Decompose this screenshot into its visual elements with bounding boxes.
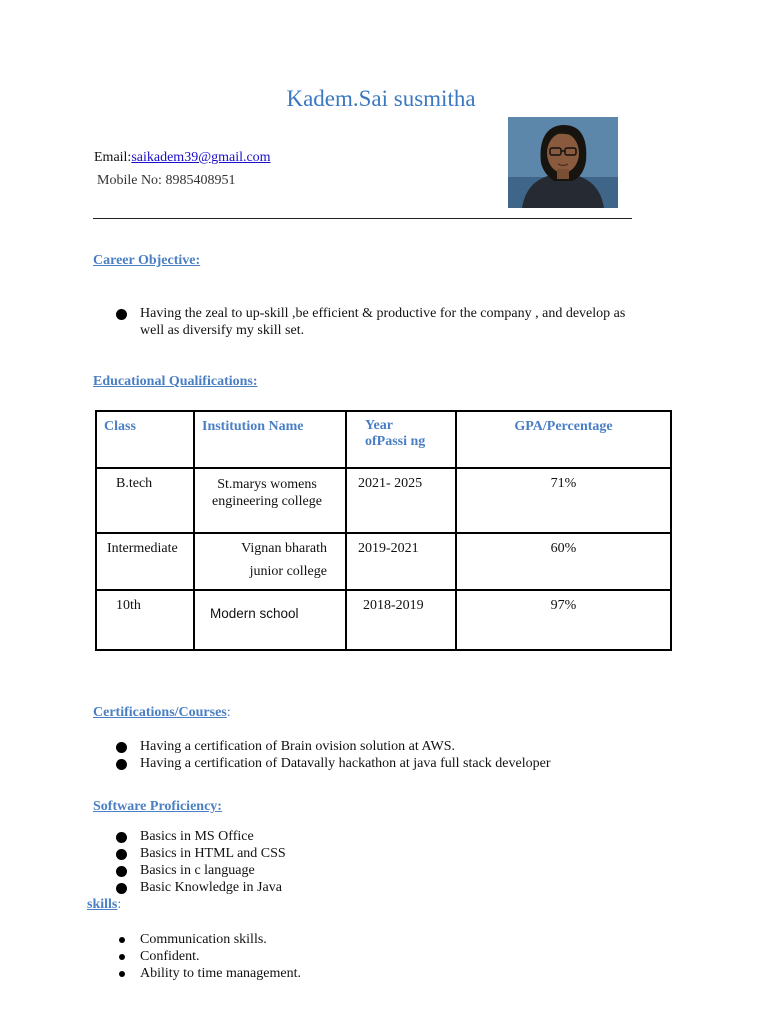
heading-colon: : bbox=[226, 705, 231, 720]
table-cell: Modern school bbox=[194, 590, 346, 650]
table-cell: 71% bbox=[456, 468, 671, 533]
career-objective-list bbox=[116, 305, 636, 339]
header-cell: Class bbox=[96, 411, 194, 468]
header-divider bbox=[93, 218, 632, 219]
software-heading: Software Proficiency: bbox=[93, 799, 222, 814]
list-item bbox=[116, 948, 516, 965]
table-cell: St.marys womens engineering college bbox=[194, 468, 346, 533]
software-list bbox=[116, 828, 516, 896]
table-row bbox=[96, 533, 671, 590]
table-cell: 2018-2019 bbox=[346, 590, 456, 650]
profile-photo bbox=[508, 117, 618, 208]
bullet-icon bbox=[116, 832, 127, 843]
list-item-text: Basics in c language bbox=[140, 863, 255, 878]
list-item bbox=[116, 305, 636, 339]
email-label: Email: bbox=[94, 150, 132, 165]
table-cell: Intermediate bbox=[96, 533, 194, 590]
list-item bbox=[116, 755, 676, 772]
bullet-icon bbox=[119, 954, 125, 960]
list-item-text: Communication skills. bbox=[140, 932, 267, 947]
list-item-text: Basics in HTML and CSS bbox=[140, 846, 286, 861]
bullet-icon bbox=[116, 759, 127, 770]
table-row bbox=[96, 468, 671, 533]
education-table bbox=[95, 410, 672, 651]
list-item-text: Having the zeal to up-skill ,be efficient & productive for the company , and develop as well as diversify my skill set. bbox=[140, 306, 626, 338]
email-link[interactable]: saikadem39@gmail.com bbox=[131, 150, 271, 165]
bullet-icon bbox=[119, 971, 125, 977]
list-item-text: Having a certification of Datavally hackathon at java full stack developer bbox=[140, 756, 551, 771]
list-item-text: Ability to time management. bbox=[140, 966, 301, 981]
table-cell: 60% bbox=[456, 533, 671, 590]
table-cell: 2021- 2025 bbox=[346, 468, 456, 533]
list-item bbox=[116, 931, 516, 948]
table-row bbox=[96, 590, 671, 650]
list-item bbox=[116, 879, 516, 896]
list-item bbox=[116, 828, 516, 845]
email-line bbox=[94, 150, 271, 166]
bullet-icon bbox=[116, 883, 127, 894]
table-cell: 97% bbox=[456, 590, 671, 650]
skills-heading: skills bbox=[87, 897, 118, 912]
education-heading: Educational Qualifications: bbox=[93, 374, 258, 389]
list-item bbox=[116, 845, 516, 862]
bullet-icon bbox=[116, 309, 127, 320]
header-cell: Year ofPassi ng bbox=[346, 411, 456, 468]
list-item-text: Confident. bbox=[140, 949, 200, 964]
table-cell: 10th bbox=[96, 590, 194, 650]
certifications-heading-line bbox=[93, 705, 231, 721]
skills-list bbox=[116, 931, 516, 982]
header-cell: GPA/Percentage bbox=[456, 411, 671, 468]
table-cell: Vignan bharath junior college bbox=[194, 533, 346, 590]
table-header-row bbox=[96, 411, 671, 468]
candidate-name: Kadem.Sai susmitha bbox=[286, 86, 476, 111]
table-cell: 2019-2021 bbox=[346, 533, 456, 590]
list-item bbox=[116, 965, 516, 982]
list-item-text: Having a certification of Brain ovision solution at AWS. bbox=[140, 739, 455, 754]
bullet-icon bbox=[116, 742, 127, 753]
mobile-number: Mobile No: 8985408951 bbox=[97, 173, 236, 188]
list-item bbox=[116, 738, 676, 755]
header-cell: Institution Name bbox=[194, 411, 346, 468]
bullet-icon bbox=[119, 937, 125, 943]
list-item-text: Basics in MS Office bbox=[140, 829, 254, 844]
list-item-text: Basic Knowledge in Java bbox=[140, 880, 282, 895]
bullet-icon bbox=[116, 849, 127, 860]
certifications-list bbox=[116, 738, 676, 772]
heading-colon: : bbox=[117, 897, 122, 912]
table-cell: B.tech bbox=[96, 468, 194, 533]
certifications-heading: Certifications/Courses bbox=[93, 705, 227, 720]
bullet-icon bbox=[116, 866, 127, 877]
list-item bbox=[116, 862, 516, 879]
skills-heading-line bbox=[87, 897, 121, 913]
career-objective-heading: Career Objective: bbox=[93, 253, 201, 268]
